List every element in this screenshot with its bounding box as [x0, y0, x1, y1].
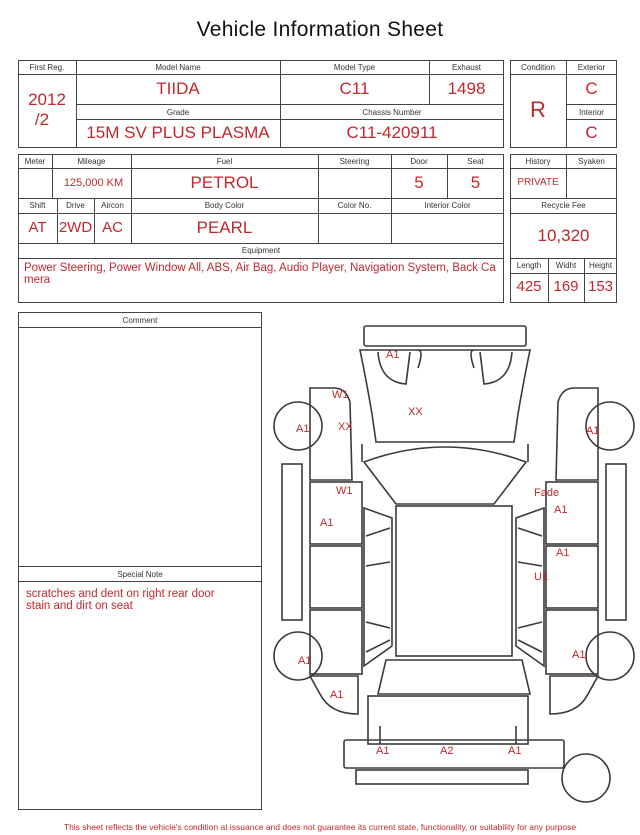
model-type-label: Model Type	[333, 63, 376, 72]
grade-label: Grade	[166, 108, 190, 117]
model-name-value: TIIDA	[156, 79, 200, 98]
equipment-value: Power Steering, Power Window All, ABS, Air Bag, Audio Player, Navigation System, Back Camera	[24, 262, 496, 286]
history-label: History	[525, 157, 551, 166]
right-rear-door	[546, 546, 598, 608]
front-bumper-panel	[364, 326, 526, 346]
condition-value: R	[530, 97, 546, 122]
first-reg-label: First Reg.	[29, 63, 65, 72]
left-rear-door	[310, 546, 362, 608]
mark-right-front-tire: A1	[586, 425, 600, 437]
exterior-value: C	[585, 79, 598, 98]
drive-label: Drive	[66, 201, 85, 210]
windshield	[364, 447, 526, 504]
mark-front-bumper: A1	[386, 349, 400, 361]
interior-color-label: Interior Color	[424, 201, 471, 210]
history-value: PRIVATE	[517, 177, 559, 188]
roof-panel	[396, 506, 512, 656]
length-label: Length	[516, 261, 542, 270]
aircon-value: AC	[102, 219, 123, 236]
door-label: Door	[410, 157, 428, 166]
mark-rear-bumper-left: A1	[376, 745, 390, 757]
interior-value: C	[585, 123, 598, 142]
comment-box	[18, 312, 262, 810]
exhaust-value: 1498	[447, 79, 486, 98]
recycle-fee-label: Recycle Fee	[541, 201, 586, 210]
mileage-value: 125,000 KM	[63, 177, 124, 189]
chassis-number-value: C11-420911	[346, 123, 438, 142]
rear-window	[378, 660, 530, 694]
steering-label: Steering	[339, 157, 370, 166]
vehicle-damage-diagram	[268, 322, 640, 812]
right-rear-tire	[586, 632, 634, 680]
chassis-number-label: Chassis Number	[362, 108, 422, 117]
special-note-line-1: scratches and dent on right rear door	[26, 588, 215, 600]
height-value: 153	[587, 278, 614, 295]
first-reg-year: 2012	[28, 90, 66, 109]
mark-left-front-door: A1	[320, 517, 334, 529]
width-label: Widht	[555, 261, 577, 270]
special-note-label: Special Note	[117, 570, 163, 579]
grade-value: 15M SV PLUS PLASMA	[86, 123, 270, 142]
mark-left-rear-tire: A1	[298, 655, 312, 667]
mileage-label: Mileage	[77, 157, 106, 166]
mark-right-rear-door: U1	[534, 571, 549, 583]
width-value: 169	[553, 278, 579, 295]
mark-right-front-fade: Fade	[534, 487, 560, 499]
mark-left-front-wheel-area: XX	[338, 421, 353, 433]
fuel-value: PETROL	[190, 173, 259, 192]
comment-label: Comment	[122, 316, 158, 325]
headlight-right	[480, 352, 512, 384]
hood-panel	[360, 350, 530, 442]
mark-right-rear-tire: A1	[572, 649, 586, 661]
meter-label: Meter	[24, 157, 46, 166]
shift-value: AT	[28, 219, 47, 236]
body-color-value: PEARL	[196, 218, 253, 237]
right-rear-quarter	[550, 676, 598, 714]
exterior-label: Exterior	[577, 63, 606, 72]
seat-value: 5	[470, 173, 481, 192]
mark-left-front-pillar: W1	[332, 389, 349, 401]
fuel-label: Fuel	[216, 157, 233, 166]
shift-label: Shift	[29, 201, 46, 210]
left-front-fender	[310, 388, 352, 480]
model-name-label: Model Name	[155, 63, 201, 72]
syaken-label: Syaken	[578, 157, 605, 166]
mark-hood: XX	[408, 406, 423, 418]
condition-label: Condition	[521, 63, 555, 72]
mark-right-front-door: A1	[554, 504, 568, 516]
seat-label: Seat	[467, 157, 484, 166]
model-type-value: C11	[339, 79, 370, 98]
mark-right-rear-door-top: A1	[556, 547, 570, 559]
mark-rear-bumper-center: A2	[440, 745, 454, 757]
left-sill	[282, 464, 302, 620]
recycle-fee-value: 10,320	[537, 226, 590, 245]
disclaimer-footer: This sheet reflects the vehicle's condition at issuance and does not guarantee its current state, functionality, or suitability for any purpose	[63, 822, 577, 832]
color-no-label: Color No.	[337, 201, 372, 210]
mark-left-front-door-top: W1	[336, 485, 353, 497]
mark-left-front-tire: A1	[296, 423, 310, 435]
spare-tire	[562, 754, 610, 802]
body-color-label: Body Color	[204, 201, 245, 210]
aircon-label: Aircon	[101, 201, 124, 210]
interior-label: Interior	[579, 108, 604, 117]
door-value: 5	[414, 173, 424, 192]
special-note-line-2: stain and dirt on seat	[26, 600, 133, 612]
equipment-label: Equipment	[241, 246, 281, 255]
mark-rear-bumper-right: A1	[508, 745, 522, 757]
drive-value: 2WD	[58, 219, 93, 236]
first-reg-month: /2	[34, 110, 50, 129]
height-label: Height	[588, 261, 613, 270]
length-value: 425	[516, 278, 542, 295]
trunk-panel	[368, 696, 528, 744]
exhaust-label: Exhaust	[452, 63, 481, 72]
mark-left-rear-quarter: A1	[330, 689, 344, 701]
right-sill	[606, 464, 626, 620]
sheet-title: Vehicle Information Sheet	[196, 18, 444, 41]
